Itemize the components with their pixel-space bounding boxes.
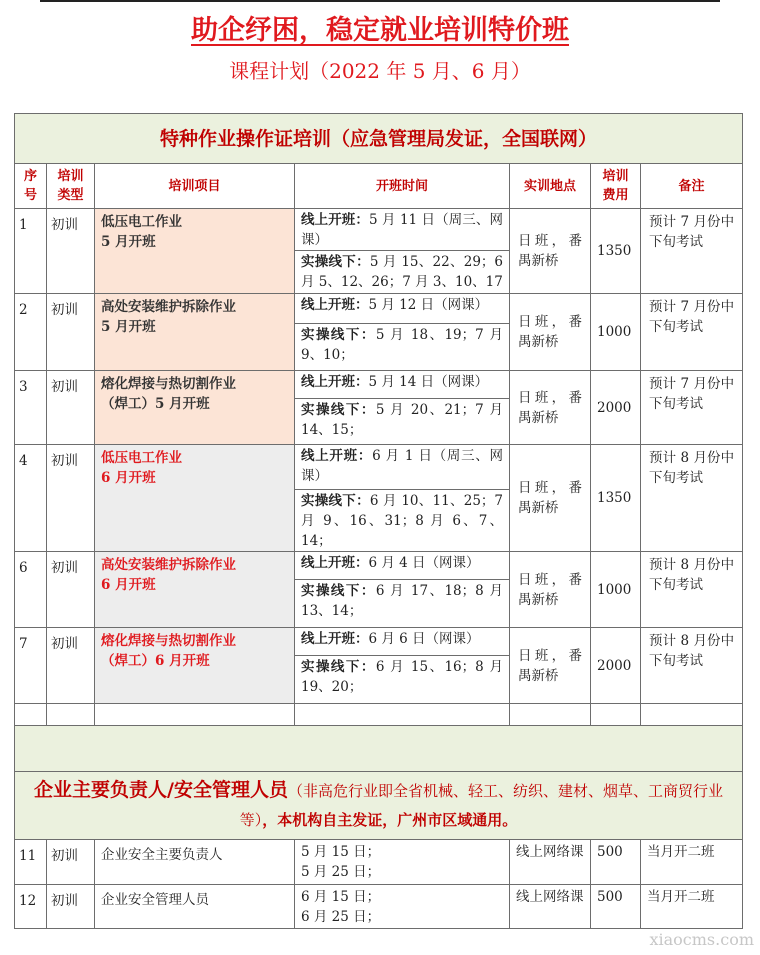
- row-seq: 4: [15, 445, 47, 552]
- row-note: 预计 8 月份中下旬考试: [641, 552, 743, 628]
- table-row: [15, 294, 743, 324]
- row-offline-time: 实操线下：6 月 10、11、25；7 月 9、16、31；8 月 6、7、14；: [295, 490, 510, 552]
- row-seq: 6: [15, 552, 47, 628]
- table-row: [15, 209, 743, 251]
- row-location: 线上网络课: [510, 885, 591, 929]
- row-note: 当月开二班: [641, 885, 743, 929]
- row-project: 低压电工作业 6 月开班: [95, 445, 295, 552]
- row-project: 熔化焊接与热切割作业 （焊工）6 月开班: [95, 628, 295, 704]
- row-note: 预计 7 月份中下旬考试: [641, 294, 743, 371]
- row-location: 日班，番禺新桥: [510, 209, 591, 294]
- row-fee: 2000: [591, 371, 641, 445]
- row-note: 预计 7 月份中下旬考试: [641, 371, 743, 445]
- row-project: 熔化焊接与热切割作业 （焊工）5 月开班: [95, 371, 295, 445]
- page-subtitle: 课程计划（2022 年 5 月、6 月）: [229, 59, 531, 83]
- row-seq: 12: [15, 885, 47, 929]
- row-seq: 11: [15, 840, 47, 885]
- row-fee: 1350: [591, 209, 641, 294]
- row-fee: 500: [591, 885, 641, 929]
- row-type: 初训: [47, 294, 95, 371]
- header-note: 备注: [641, 164, 743, 209]
- table-row: [15, 885, 743, 929]
- row-dates: 6 月 15 日； 6 月 25 日；: [295, 885, 510, 929]
- table-row: [15, 445, 743, 490]
- row-type: 初训: [47, 371, 95, 445]
- row-online-time: 线上开班：6 月 1 日（周三、网课）: [295, 445, 510, 490]
- header-seq: 序 号: [15, 164, 47, 209]
- row-note: 预计 8 月份中下旬考试: [641, 628, 743, 704]
- course-table: [14, 113, 743, 929]
- row-type: 初训: [47, 209, 95, 294]
- row-project: 企业安全管理人员: [95, 885, 295, 929]
- row-project: 高处安装维护拆除作业 6 月开班: [95, 552, 295, 628]
- empty-row: [15, 704, 743, 726]
- row-location: 日班，番禺新桥: [510, 445, 591, 552]
- row-offline-time: 实操线下：5 月 18、19；7 月 9、10；: [295, 324, 510, 371]
- top-rule: [40, 0, 720, 2]
- row-type: 初训: [47, 885, 95, 929]
- row-location: 日班，番禺新桥: [510, 628, 591, 704]
- row-fee: 1000: [591, 552, 641, 628]
- row-note: 当月开二班: [641, 840, 743, 885]
- row-offline-time: 实操线下：6 月 17、18；8 月 13、14；: [295, 580, 510, 628]
- row-seq: 3: [15, 371, 47, 445]
- row-dates: 5 月 15 日； 5 月 25 日；: [295, 840, 510, 885]
- row-type: 初训: [47, 445, 95, 552]
- row-online-time: 线上开班：5 月 12 日（网课）: [295, 294, 510, 324]
- row-online-time: 线上开班：6 月 6 日（网课）: [295, 628, 510, 656]
- row-fee: 1000: [591, 294, 641, 371]
- row-fee: 1350: [591, 445, 641, 552]
- row-online-time: 线上开班：5 月 14 日（网课）: [295, 371, 510, 399]
- column-header-row: [15, 164, 743, 209]
- row-project: 企业安全主要负责人: [95, 840, 295, 885]
- section-heading: 特种作业操作证培训（应急管理局发证，全国联网）: [15, 114, 743, 164]
- row-note: 预计 8 月份中下旬考试: [641, 445, 743, 552]
- row-offline-time: 实操线下：5 月 15、22、29；6 月 5、12、26；7 月 3、10、17: [295, 251, 510, 294]
- row-note: 预计 7 月份中下旬考试: [641, 209, 743, 294]
- row-seq: 1: [15, 209, 47, 294]
- table-row: [15, 840, 743, 885]
- row-online-time: 线上开班：5 月 11 日（周三、网课）: [295, 209, 510, 251]
- table-row: [15, 628, 743, 656]
- row-online-time: 线上开班：6 月 4 日（网课）: [295, 552, 510, 580]
- table-row: [15, 552, 743, 580]
- table-row: [15, 371, 743, 399]
- row-location: 日班，番禺新桥: [510, 294, 591, 371]
- row-location: 线上网络课: [510, 840, 591, 885]
- header-time: 开班时间: [295, 164, 510, 209]
- row-type: 初训: [47, 840, 95, 885]
- row-fee: 500: [591, 840, 641, 885]
- row-project: 高处安装维护拆除作业 5 月开班: [95, 294, 295, 371]
- row-offline-time: 实操线下：5 月 20、21；7 月 14、15；: [295, 399, 510, 445]
- row-location: 日班，番禺新桥: [510, 371, 591, 445]
- watermark: xiaocms.com: [649, 930, 754, 949]
- row-location: 日班，番禺新桥: [510, 552, 591, 628]
- section-spacer: [15, 726, 743, 772]
- row-fee: 2000: [591, 628, 641, 704]
- header-fee: 培训 费用: [591, 164, 641, 209]
- section2-heading: 企业主要负责人/安全管理人员（非高危行业即全省机械、轻工、纺织、建材、烟草、工商贸行业等），本机构自主发证，广州市区域通用。: [15, 772, 743, 840]
- header-type: 培训 类型: [47, 164, 95, 209]
- row-offline-time: 实操线下：6 月 15、16；8 月 19、20；: [295, 656, 510, 704]
- header-location: 实训地点: [510, 164, 591, 209]
- row-type: 初训: [47, 552, 95, 628]
- row-seq: 2: [15, 294, 47, 371]
- row-project: 低压电工作业 5 月开班: [95, 209, 295, 294]
- header-project: 培训项目: [95, 164, 295, 209]
- row-type: 初训: [47, 628, 95, 704]
- row-seq: 7: [15, 628, 47, 704]
- page-title: 助企纾困，稳定就业培训特价班: [191, 15, 569, 46]
